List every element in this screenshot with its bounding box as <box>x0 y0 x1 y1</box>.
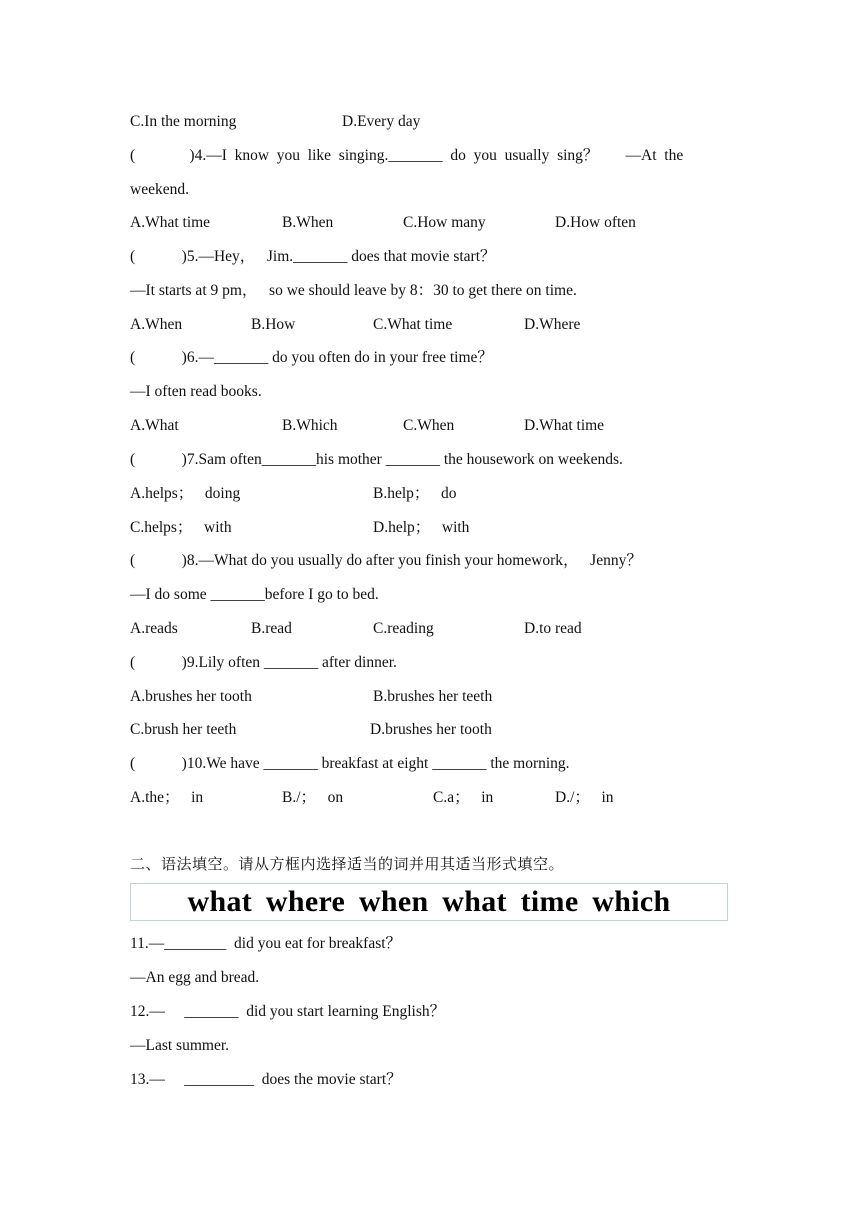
q4-option-b: B.When <box>282 214 334 231</box>
q8-option-b: B.read <box>251 620 292 637</box>
q6-option-c: C.When <box>403 417 455 434</box>
word-bank-box <box>130 883 728 921</box>
word-bank-text: what where when what time which <box>187 885 671 918</box>
q4-continuation: weekend. <box>130 181 189 198</box>
q9-option-b: B.brushes her teeth <box>373 688 493 705</box>
q8-answer-line: —I do some _______before I go to bed. <box>130 586 379 603</box>
q10-option-c: C.a； in <box>433 789 494 806</box>
q9-option-a: A.brushes her tooth <box>130 688 252 705</box>
q5-option-c: C.What time <box>373 316 453 333</box>
q12-answer-line: —Last summer. <box>130 1037 230 1054</box>
q9-option-d: D.brushes her tooth <box>370 721 492 738</box>
q10-stem: ( )10.We have _______ breakfast at eight _______ the morning. <box>130 755 570 772</box>
q4-option-d: D.How often <box>555 214 636 231</box>
q5-option-d: D.Where <box>524 316 581 333</box>
q7-stem: ( )7.Sam often_______his mother _______ the housework on weekends. <box>130 451 623 468</box>
q3-option-c: C.In the morning <box>130 113 237 130</box>
q9-stem: ( )9.Lily often _______ after dinner. <box>130 654 397 671</box>
q11-stem: 11.—________ did you eat for breakfast？ <box>130 935 402 952</box>
q4-option-a: A.What time <box>130 214 211 231</box>
q3-option-d: D.Every day <box>342 113 421 130</box>
q8-stem: ( )8.—What do you usually do after you finish your homework， Jenny？ <box>130 552 642 569</box>
q7-option-a: A.helps； doing <box>130 485 241 502</box>
q10-option-b: B./； on <box>282 789 344 806</box>
q6-option-d: D.What time <box>524 417 605 434</box>
q8-option-a: A.reads <box>130 620 178 637</box>
q7-option-b: B.help； do <box>373 485 457 502</box>
q6-option-a: A.What <box>130 417 179 434</box>
q9-option-c: C.brush her teeth <box>130 721 237 738</box>
q5-option-a: A.When <box>130 316 183 333</box>
q4-stem: ( )4.—I know you like singing._______ do you usually sing？ —At the <box>130 147 684 164</box>
q12-stem: 12.— _______ did you start learning English？ <box>130 1003 446 1020</box>
q5-stem: ( )5.—Hey， Jim._______ does that movie start？ <box>130 248 496 265</box>
q13-stem: 13.— _________ does the movie start？ <box>130 1071 402 1088</box>
q5-answer-line: —It starts at 9 pm， so we should leave by 8：30 to get there on time. <box>130 282 577 299</box>
q6-stem: ( )6.—_______ do you often do in your free time？ <box>130 349 493 366</box>
q7-option-c: C.helps； with <box>130 519 232 536</box>
q10-option-a: A.the； in <box>130 789 204 806</box>
q7-option-d: D.help； with <box>373 519 470 536</box>
q6-option-b: B.Which <box>282 417 338 434</box>
section-2-title: 二、语法填空。请从方框内选择适当的词并用其适当形式填空。 <box>130 855 565 873</box>
q4-option-c: C.How many <box>403 214 486 231</box>
q10-option-d: D./； in <box>555 789 614 806</box>
q6-answer-line: —I often read books. <box>130 383 262 400</box>
q8-option-c: C.reading <box>373 620 434 637</box>
q5-option-b: B.How <box>251 316 296 333</box>
q8-option-d: D.to read <box>524 620 582 637</box>
q11-answer-line: —An egg and bread. <box>130 969 260 986</box>
